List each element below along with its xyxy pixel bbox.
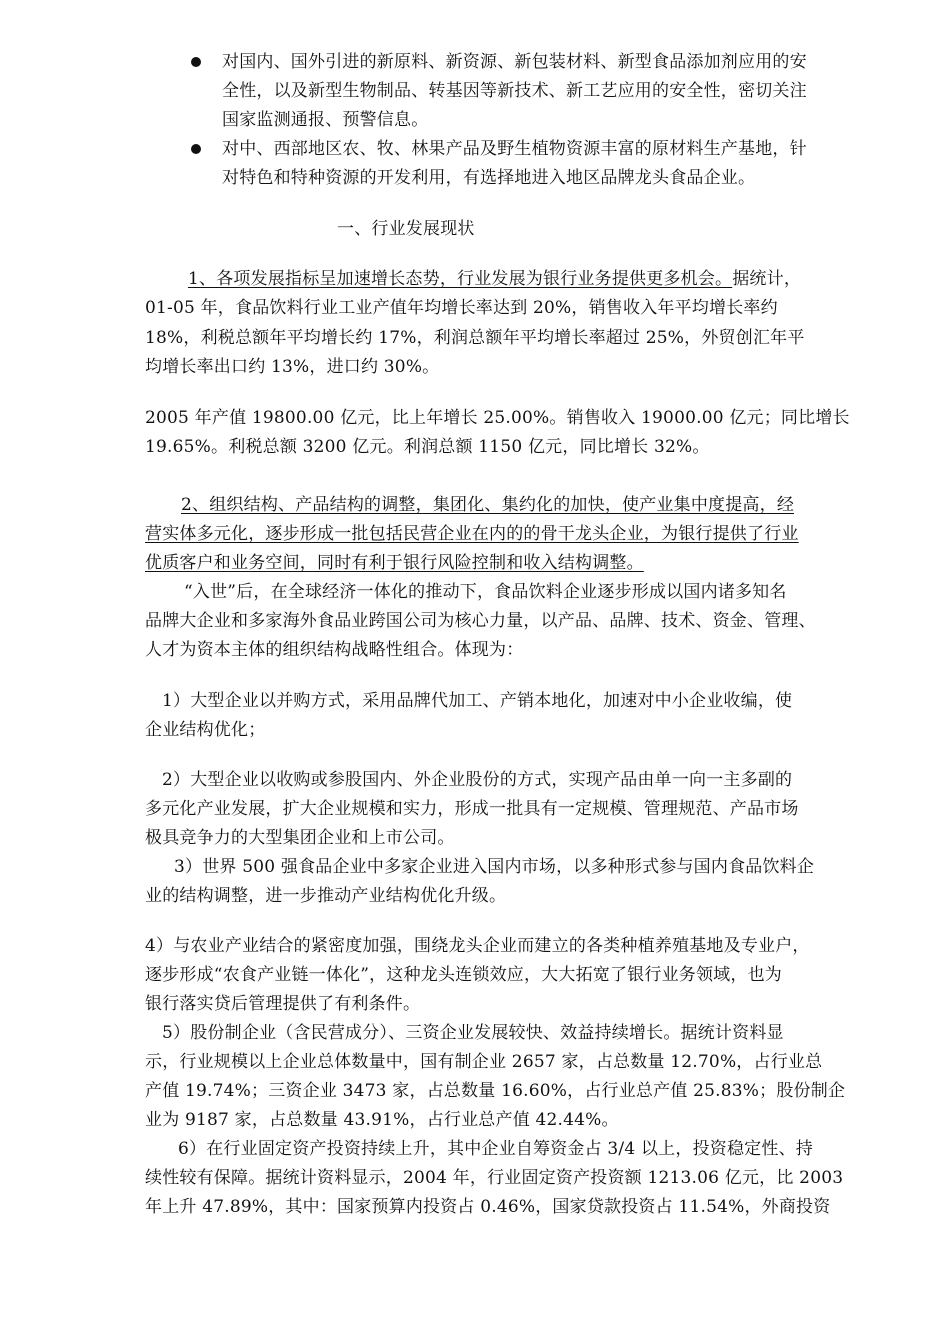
bullet-1-line-2: 全性，以及新型生物制品、转基因等新技术、新工艺应用的安全性，密切关注 xyxy=(222,81,807,101)
item5-line-1: 5）股份制企业（含民营成分）、三资企业发展较快、效益持续增长。据统计资料显 xyxy=(162,1023,784,1043)
para2-line-1: 2005 年产值 19800.00 亿元，比上年增长 25.00%。销售收入 19000.00 亿元；同比增长 xyxy=(145,408,850,428)
para3-line-2: 营实体多元化，逐步形成一批包括民营企业在内的的骨干龙头企业，为银行提供了行业 xyxy=(145,524,799,544)
para1-line-1 xyxy=(188,265,801,293)
item5-line-3: 产值 19.74%；三资企业 3473 家，占总数量 16.60%，占行业总产值 25.83%；股份制企 xyxy=(145,1081,846,1101)
item6-line-2: 续性较有保障。据统计资料显示，2004 年，行业固定资产投资额 1213.06 亿元，比 2003 xyxy=(145,1168,844,1188)
item3-line-2: 业的结构调整，进一步推动产业结构优化升级。 xyxy=(145,886,507,906)
item6-line-3: 年上升 47.89%，其中：国家预算内投资占 0.46%，国家贷款投资占 11.54%，外商投资 xyxy=(145,1197,831,1217)
para1-line-1-tail: 据统计， xyxy=(732,269,802,289)
bullet-2-line-2: 对特色和特种资源的开发利用，有选择地进入地区品牌龙头食品企业。 xyxy=(222,168,756,188)
para4-line-1: “入世”后，在全球经济一体化的推动下，食品饮料企业逐步形成以国内诸多知名 xyxy=(184,582,787,602)
item4-line-2: 逐步形成“农食产业链一体化”，这种龙头连锁效应，大大拓宽了银行业务领域，也为 xyxy=(145,965,782,985)
item2-line-1: 2）大型企业以收购或参股国内、外企业股份的方式，实现产品由单一向一主多副的 xyxy=(162,770,793,790)
bullet-dot-icon xyxy=(191,144,201,154)
para3-line-3: 优质客户和业务空间，同时有利于银行风险控制和收入结构调整。 xyxy=(145,553,644,573)
para1-line-3: 18%，利税总额年平均增长约 17%，利润总额年平均增长率超过 25%，外贸创汇年平 xyxy=(145,328,805,348)
para4-line-2: 品牌大企业和多家海外食品业跨国公司为核心力量，以产品、品牌、技术、资金、管理、 xyxy=(145,611,816,631)
para1-line-4: 均增长率出口约 13%，进口约 30%。 xyxy=(145,357,440,377)
item6-line-1: 6）在行业固定资产投资持续上升，其中企业自筹资金占 3/4 以上，投资稳定性、持 xyxy=(178,1139,813,1159)
para1-line-2: 01-05 年，食品饮料行业工业产值年均增长率达到 20%，销售收入年平均增长率约 xyxy=(145,298,778,318)
bullet-1-line-1: 对国内、国外引进的新原料、新资源、新包装材料、新型食品添加剂应用的安 xyxy=(222,52,807,72)
para1-heading: 1、各项发展指标呈加速增长态势，行业发展为银行业务提供更多机会。 xyxy=(188,269,733,289)
item1-line-2: 企业结构优化； xyxy=(145,720,266,740)
item2-line-2: 多元化产业发展，扩大企业规模和实力，形成一批具有一定规模、管理规范、产品市场 xyxy=(145,799,799,819)
bullet-dot-icon xyxy=(191,57,201,67)
item4-line-1: 4）与农业产业结合的紧密度加强，围绕龙头企业而建立的各类种植养殖基地及专业户， xyxy=(145,936,810,956)
item5-line-2: 示，行业规模以上企业总体数量中，国有制企业 2657 家，占总数量 12.70%，占行业总 xyxy=(145,1052,823,1072)
section-heading: 一、行业发展现状 xyxy=(337,219,475,239)
item5-line-4: 业为 9187 家，占总数量 43.91%，占行业总产值 42.44%。 xyxy=(145,1110,619,1130)
item4-line-3: 银行落实贷后管理提供了有利条件。 xyxy=(145,994,421,1014)
item2-line-3: 极具竞争力的大型集团企业和上市公司。 xyxy=(145,828,455,848)
item3-line-1: 3）世界 500 强食品企业中多家企业进入国内市场，以多种形式参与国内食品饮料企 xyxy=(174,857,815,877)
bullet-2-line-1: 对中、西部地区农、牧、林果产品及野生植物资源丰富的原材料生产基地，针 xyxy=(222,139,807,159)
para2-line-2: 19.65%。利税总额 3200 亿元。利润总额 1150 亿元，同比增长 32%。 xyxy=(145,437,710,457)
para3-line-1: 2、组织结构、产品结构的调整，集团化、集约化的加快，使产业集中度提高，经 xyxy=(181,495,795,515)
item1-line-1: 1）大型企业以并购方式，采用品牌代加工、产销本地化，加速对中小企业收编，使 xyxy=(162,691,793,711)
bullet-1-line-3: 国家监测通报、预警信息。 xyxy=(222,110,429,130)
para4-line-3: 人才为资本主体的组织结构战略性组合。体现为： xyxy=(145,640,524,660)
